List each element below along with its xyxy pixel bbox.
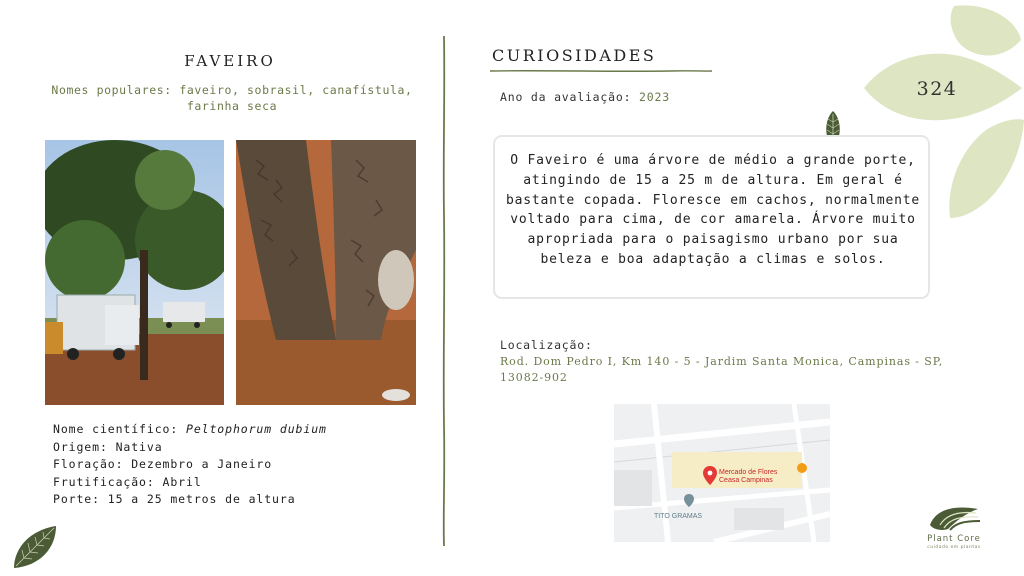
plant-core-logo	[926, 503, 982, 533]
fact-scientific-name: Nome científico: Peltophorum dubium	[53, 422, 327, 436]
leaf-icon-bottom	[10, 522, 60, 572]
location-map[interactable]	[614, 404, 830, 542]
trunk-photo	[236, 140, 416, 405]
popular-names: Nomes populares: faveiro, sobrasil, canafístula, farinha seca	[51, 83, 413, 113]
evaluation-year-value: 2023	[639, 90, 670, 104]
location-address: Rod. Dom Pedro I, Km 140 - 5 - Jardim Santa Monica, Campinas - SP, 13082-902	[500, 355, 944, 384]
fact-flowering: Floração: Dezembro a Janeiro	[53, 457, 273, 471]
vertical-divider	[441, 36, 447, 546]
evaluation-year: Ano da avaliação: 2023	[500, 90, 670, 104]
page-number: 324	[916, 78, 958, 100]
fact-origin: Origem: Nativa	[53, 439, 163, 454]
tree-title: FAVEIRO	[184, 52, 276, 70]
fact-size: Porte: 15 a 25 metros de altura	[53, 492, 296, 506]
tree-photo	[45, 140, 224, 405]
map-place-label-2: Ceasa Campinas	[719, 477, 773, 484]
tree-facts	[53, 421, 327, 509]
map-other-label: TITO GRAMAS	[654, 513, 703, 520]
location-label: Localização:	[500, 338, 593, 352]
scientific-name-value: Peltophorum dubium	[186, 422, 327, 436]
curiosities-title: CURIOSIDADES	[492, 46, 657, 65]
description-text: O Faveiro é uma árvore de médio a grande porte, atingindo de 15 a 25 m de altura. Em geral é bastante copada. Floresce em cachos, normalmente voltado para cima, de cor amarela. Árvore muito apropriada para o paisagismo urbano por sua beleza e boa adaptação a climas e solos.	[505, 153, 921, 267]
map-place-label: Mercado de Flores	[719, 469, 778, 476]
title-underline	[490, 68, 712, 74]
fact-fruiting: Frutificação: Abril	[53, 474, 202, 489]
brand-name: Plant Core	[927, 534, 981, 544]
brand-tagline: cuidado em plantas	[927, 545, 981, 550]
